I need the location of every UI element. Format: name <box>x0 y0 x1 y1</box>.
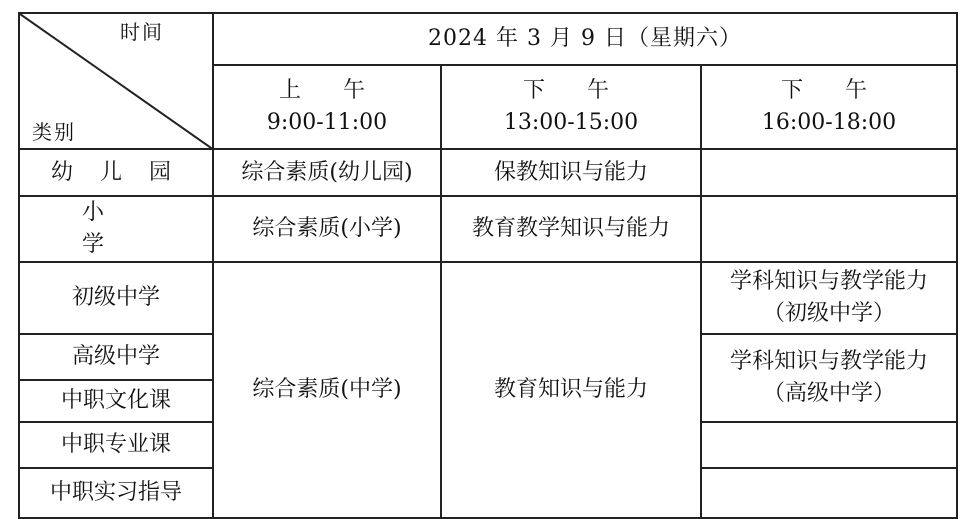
session-afternoon-2 <box>701 65 957 149</box>
subject-line: （初级中学） <box>763 300 896 326</box>
category-junior-middle: 初级中学 <box>19 262 213 334</box>
exam-date: 2024 年 3 月 9 日（星期六） <box>213 13 957 65</box>
exam-schedule <box>18 12 958 519</box>
empty-cell <box>701 468 957 518</box>
subject-cell: 保教知识与能力 <box>441 149 701 196</box>
subject-cell: 综合素质(幼儿园) <box>213 149 441 196</box>
category-label: 类别 <box>32 120 76 144</box>
session-time: 16:00-18:00 <box>761 110 897 135</box>
header-corner-cell <box>19 13 213 149</box>
session-morning <box>213 65 441 149</box>
subject-line: （高级中学） <box>763 380 896 406</box>
session-period: 下 午 <box>781 78 878 104</box>
subject-cell: 综合素质(小学) <box>213 196 441 262</box>
category-kindergarten: 幼 儿 园 <box>19 149 213 196</box>
empty-cell <box>701 149 957 196</box>
empty-cell <box>701 196 957 262</box>
session-time: 9:00-11:00 <box>266 110 388 135</box>
subject-line: 学科知识与教学能力 <box>730 268 929 294</box>
schedule-table <box>18 12 958 519</box>
session-afternoon-1 <box>441 65 701 149</box>
category-senior-high: 高级中学 <box>19 334 213 380</box>
category-vocational-culture: 中职文化课 <box>19 380 213 422</box>
session-time: 13:00-15:00 <box>503 110 639 135</box>
session-period: 下 午 <box>522 78 619 104</box>
time-label: 时间 <box>120 20 164 44</box>
subject-line: 学科知识与教学能力 <box>730 348 929 374</box>
category-vocational-practice: 中职实习指导 <box>19 468 213 518</box>
subject-cell <box>701 334 957 422</box>
subject-cell: 综合素质(中学) <box>213 262 441 518</box>
empty-cell <box>701 422 957 468</box>
subject-cell: 教育知识与能力 <box>441 262 701 518</box>
subject-cell <box>701 262 957 334</box>
session-period: 上 午 <box>278 78 375 104</box>
category-primary: 小 学 <box>19 196 213 262</box>
category-vocational-major: 中职专业课 <box>19 422 213 468</box>
subject-cell: 教育教学知识与能力 <box>441 196 701 262</box>
